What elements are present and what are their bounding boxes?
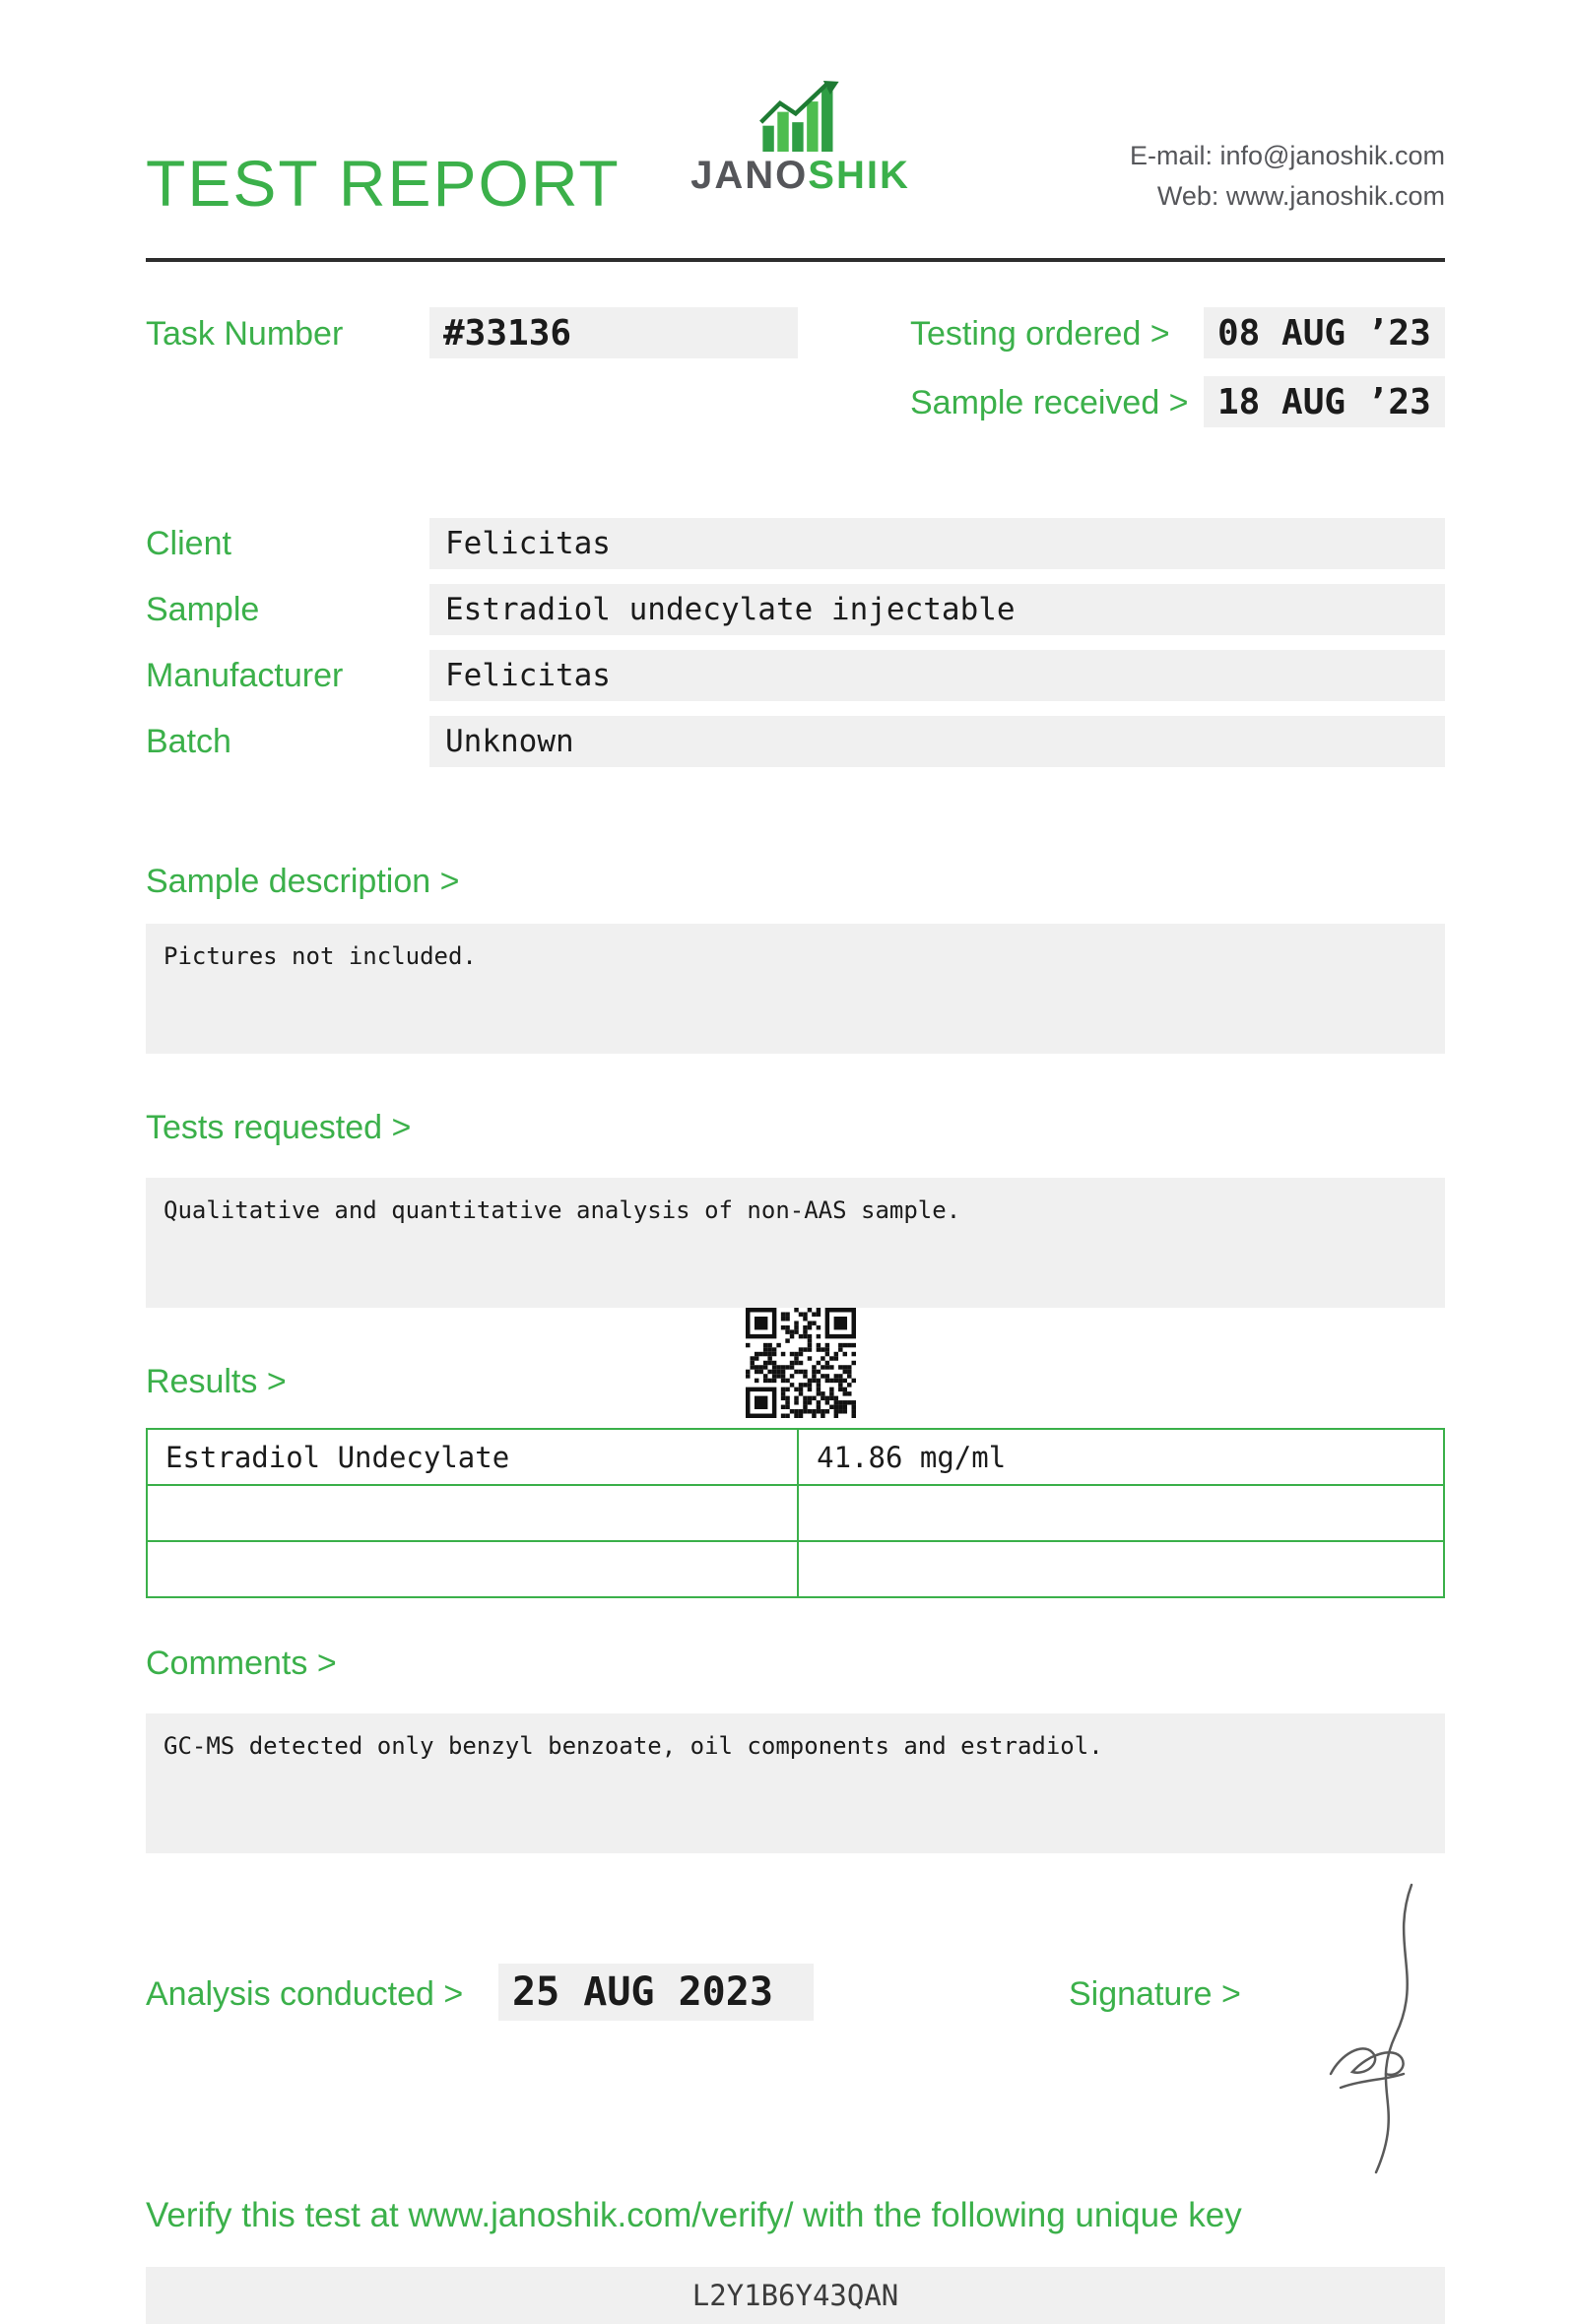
detail-row-batch (146, 716, 1445, 767)
page-title: TEST REPORT (146, 147, 621, 220)
testing-ordered-label: Testing ordered > (910, 315, 1170, 353)
detail-row-client (146, 518, 1445, 569)
logo-text-shik: SHIK (808, 154, 910, 197)
batch-label: Batch (146, 722, 231, 760)
sample-description-box (146, 924, 1445, 1054)
logo-text-jano: JANO (690, 154, 809, 197)
task-number-label: Task Number (146, 315, 344, 353)
verify-text: Verify this test at www.janoshik.com/verify/ with the following unique key (146, 2196, 1242, 2234)
result-value-cell: 41.86 mg/ml (798, 1429, 1444, 1485)
result-value-cell (798, 1541, 1444, 1597)
sample-label: Sample (146, 590, 260, 628)
signature-image (1276, 1879, 1458, 2179)
sample-received-value: 18 AUG ’23 (1204, 376, 1445, 427)
analysis-conducted-value: 25 AUG 2023 (498, 1964, 814, 2021)
header-divider (146, 258, 1445, 262)
detail-row-manufacturer (146, 650, 1445, 701)
logo (690, 81, 911, 198)
contact-email-line: E-mail: info@janoshik.com (1129, 141, 1445, 170)
signature-label: Signature > (1069, 1975, 1241, 2013)
results-heading: Results > (146, 1363, 287, 1400)
result-substance-cell (147, 1541, 798, 1597)
tests-requested-heading: Tests requested > (146, 1109, 412, 1146)
contact-web-line: Web: www.janoshik.com (1156, 181, 1445, 211)
logo-wordmark (690, 154, 911, 198)
testing-ordered-value: 08 AUG ’23 (1204, 307, 1445, 358)
comments-text: GC-MS detected only benzyl benzoate, oil components and estradiol. (164, 1732, 1103, 1760)
client-value: Felicitas (429, 518, 1445, 569)
result-row (147, 1429, 1444, 1485)
result-substance-cell (147, 1485, 798, 1541)
sample-description-heading: Sample description > (146, 863, 460, 900)
results-table (146, 1428, 1445, 1598)
detail-row-sample (146, 584, 1445, 635)
batch-value: Unknown (429, 716, 1445, 767)
client-label: Client (146, 524, 231, 562)
result-row (147, 1485, 1444, 1541)
contact-info (1130, 136, 1445, 217)
result-substance-cell: Estradiol Undecylate (147, 1429, 798, 1485)
sample-value: Estradiol undecylate injectable (429, 584, 1445, 635)
logo-chart-icon (757, 81, 844, 152)
tests-requested-box (146, 1178, 1445, 1308)
comments-heading: Comments > (146, 1645, 337, 1682)
qr-code (746, 1308, 856, 1418)
comments-box (146, 1713, 1445, 1853)
result-row (147, 1541, 1444, 1597)
analysis-conducted-label: Analysis conducted > (146, 1975, 464, 2013)
task-number-value: #33136 (429, 307, 798, 358)
manufacturer-value: Felicitas (429, 650, 1445, 701)
sample-description-text: Pictures not included. (164, 942, 477, 970)
verify-key: L2Y1B6Y43QAN (691, 2279, 899, 2312)
verify-key-box (146, 2267, 1445, 2324)
manufacturer-label: Manufacturer (146, 656, 344, 694)
tests-requested-text: Qualitative and quantitative analysis of non-AAS sample. (164, 1196, 961, 1224)
result-value-cell (798, 1485, 1444, 1541)
sample-received-label: Sample received > (910, 384, 1189, 421)
